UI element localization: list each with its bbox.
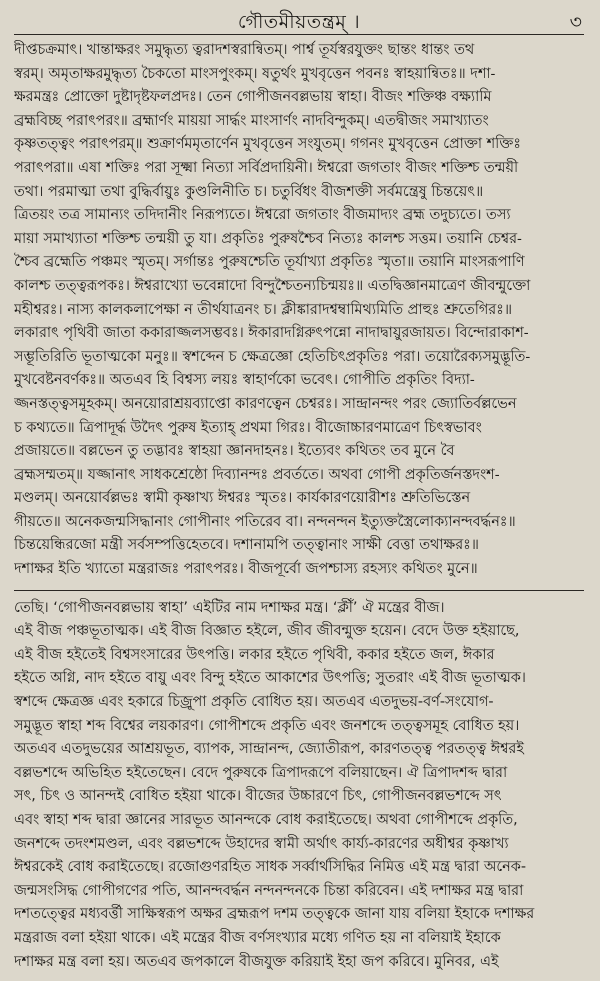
page-number: ৩ (569, 11, 582, 33)
bengali-text-line: অতএব এতদুভয়ের আশ্রয়ভূত, ব্যাপক, সান্দ্রানন্দ, জ্যোতীরূপ, কারণতত্ত্ব পরতত্ত্ব ঈশ্বরই (14, 741, 524, 758)
sanskrit-text-line: চ কথ্যতে॥ ত্রিপাদূর্দ্ধ উদৈৎ পুরুষ ইত্যাহ্ প্রথমা গিরঃ। বীজোচ্চারণমাত্রেণ চিৎস্বভাবং (14, 419, 482, 436)
sanskrit-text-line: দশাক্ষর ইতি খ্যাতো মন্ত্ররাজঃ পরাৎপরঃ। বীজপূর্বো জপশ্চাস্য রহস্যং কথিতং মুনে॥ (14, 561, 478, 578)
sanskrit-text-line: চিন্তয়েন্ধিরজো মন্ত্রী সর্বসম্পত্তিহেতবে। দশানামপি তত্ত্বানাং সাক্ষী বেত্তা তথাক্ষরঃ॥ (14, 537, 479, 554)
bengali-text-line: তেছি। ‘গোপীজনবল্লভায় স্বাহা’ এইটির নাম দশাক্ষর মন্ত্র। ‘ক্লীঁ’ ঐ মন্ত্রের বীজ। (14, 599, 445, 616)
sanskrit-text-line: কালশ্চ তত্ত্বরূপকঃ। ঈশ্বরাখ্যো ভবেন্নাদো বিন্দুশ্চৈতন্যচিন্ময়ঃ॥ এতদ্বিজ্ঞানমাত্রেণ জীবন্মুক্তো (14, 277, 531, 294)
bengali-text-line: জন্মসংসিদ্ধ গোপীগণের পতি, আনন্দবর্দ্ধন নন্দনন্দনকে চিন্তা করিবেন। এই দশাক্ষর মন্ত্র দ্বারা (14, 882, 524, 899)
sanskrit-text-line: ক্ষরমন্ত্রঃ প্রোক্তো দুষ্টাদৃষ্টফলপ্রদঃ। তেন গোপীজনবল্লভায় স্বাহা। বীজং শক্তিঞ্চ বক্ষ্যামি (14, 89, 492, 106)
sanskrit-text-line: জ্জনস্তত্ত্বসমূহকম্। অনয়োরাশ্রয়ব্যাপ্তো কারণত্বেন চেশ্বরঃ। সান্দ্রানন্দং পরং জ্যোতির্বল্লভেন (14, 395, 517, 412)
sanskrit-text-line: তথা। পরমাত্মা তথা বুদ্ধির্বায়ুঃ কুণ্ডলিনীতি চ। চতুর্বিধং বীজশক্তী সর্বমন্ত্রেষু চিন্তয়েৎ॥ (14, 183, 484, 200)
sanskrit-verse-block (14, 39, 584, 582)
bengali-text-line: দশতত্ত্বের মধ্যবর্ত্তী সাক্ষিস্বরূপ অক্ষর ব্রহ্মরূপ দশম তত্ত্বকে জানা যায় বলিয়া ইহাকে দশাক্ষর (14, 906, 535, 923)
bengali-text-line: মন্ত্ররাজ বলা হইয়া থাকে। এই মন্ত্রের বীজ বর্ণসংখ্যার মধ্যে গণিত হয় না বলিয়াই ইহাকে (14, 929, 501, 946)
bengali-text-line: জনশব্দে তদংশমণ্ডল, এবং বল্লভশব্দে উহাদের স্বামী অর্থাৎ কার্য্য-কারণের অধীশ্বর কৃষ্ণাখ্য (14, 835, 509, 852)
sanskrit-text-line: ব্রহ্মসম্মতম্॥ যজ্জানাৎ সাধকশ্রেষ্ঠো দিব্যানন্দঃ প্রবর্ততে। অথবা গোপী প্রকৃতির্জনস্তদংশ- (14, 466, 500, 483)
bengali-commentary-block (14, 597, 584, 975)
bengali-text-line: ঈশ্বরকেই বোধ করাইতেছে। রজোগুণরহিত সাধক সর্ব্বার্থসিদ্ধির নিমিত্ত এই মন্ত্র দ্বারা অনেক- (14, 859, 527, 876)
sanskrit-text-line: মহীশ্বরঃ। নাস্য কালকলাপেক্ষা ন তীর্থযাত্রনং চ। ক্লীঙ্কারাদশ্বম্বামিথ্যমিতি প্রাহুঃ শ্রুতেগিরঃ॥ (14, 301, 512, 318)
running-head-title: গৌতমীয়তন্ত্রম্ । (237, 11, 361, 33)
bengali-text-line: বল্লভশব্দে অভিহিত হইতেছেন। বেদে পুরুষকে ত্রিপাদরূপে বলিয়াছেন। ঐ ত্রিপাদশব্দ দ্বারা (14, 764, 508, 781)
bengali-text-line: স্বশব্দে ক্ষেত্রজ্ঞ এবং হকারে চিজ্রূপা প্রকৃতি বোধিত হয়। অতএব এতদুভয়-বর্ণ-সংযোগ- (14, 694, 494, 711)
sanskrit-text-line: মুখবেষ্টনবর্ণকঃ॥ অতএব হি বিশ্বস্য লয়ঃ স্বাহার্ণকো ভবেৎ। গোপীতি প্রকৃতিং বিদ্যা- (14, 372, 475, 389)
bengali-text-line: এই বীজ পঞ্চভূতাত্মক। এই বীজ বিজ্ঞাত হইলে, জীব জীবন্মুক্ত হয়েন। বেদে উক্ত হইয়াছে, (14, 623, 520, 640)
bengali-text-line: হইতে অগ্নি, নাদ হইতে বায়ু এবং বিন্দু হইতে আকাশের উৎপত্তি; সুতরাং এই বীজ ভূতাত্মক। (14, 670, 526, 687)
sanskrit-text-line: মায়া সমাখ্যাতা শক্তিশ্চ তন্ময়ী তু যা। প্রকৃতিঃ পুরুষশ্চৈব নিত্যঃ কালশ্চ সত্তম। তয়ানি চেশ্বর- (14, 230, 522, 247)
sanskrit-text-line: কৃষ্ণতত্ত্বং পরাৎপরম্॥ শুক্রার্ণমমৃতার্ণেন মুখবৃত্তেন সংযুতম্। গগনং মুখবৃত্তেন প্রোক্তা শক্তিঃ (14, 136, 521, 153)
sanskrit-text-line: ত্রিতয়ং তত্র সামান্যং তদিদানীং নিরূপ্যতে। ঈশ্বরো জগতাং বীজমাদ্যং ব্রহ্ম তদুচ্যতে। তস্য (14, 207, 511, 224)
bengali-text-line: সমুদ্ভূত স্বাহা শব্দ বিশ্বের লয়কারণ। গোপীশব্দে প্রকৃতি এবং জনশব্দে তত্ত্বসমূহ বোধিত হয়। (14, 717, 520, 734)
sanskrit-text-line: লকারাৎ পৃথিবী জাতা ককারাজ্জলসম্ভবঃ। ঈকারাদগ্নিরুৎপন্নো নাদাদ্বায়ুরজায়ত। বিন্দোরাকাশ- (14, 325, 529, 342)
bengali-text-line: দশাক্ষর মন্ত্র বলা হয়। অতএব জপকালে বীজযুক্ত করিয়াই ইহা জপ করিবে। মুনিবর, এই (14, 953, 499, 970)
sanskrit-text-line: স্বরম্। অমৃতাক্ষরমুদ্ধৃত্য চৈকতো মাংসপুংকম্। ষতুর্থং মুখবৃত্তেন পবনঃ স্বাহয়ান্বিতঃ॥ দশা- (14, 65, 496, 82)
sanskrit-text-line: দীপ্তচক্রমাৎ। খান্তাক্ষরং সমুদ্ধৃত্য ত্বরাদশস্বরান্বিতম্। পার্শ্ব তূর্যস্বরযুক্তং ছান্তং ধান্তং তথ (14, 42, 475, 58)
sanskrit-text-line: শ্চৈব ব্রহ্মেতি পঞ্চমং স্মৃতম্। সর্গান্তঃ পুরুষশ্চেতি তূর্যাখ্যা প্রকৃতিঃ স্মৃতা॥ তয়ানি মাংসরূপাণি (14, 254, 525, 271)
page-header (14, 6, 584, 35)
bengali-text-line: সৎ, চিৎ ও আনন্দই বোধিত হইয়া থাকে। বীজের উচ্চারণে চিৎ, গোপীজনবল্লভশব্দে সৎ (14, 788, 502, 805)
sanskrit-text-line: পরাৎপরা॥ এষা শক্তিঃ পরা সূক্ষ্মা নিত্যা সর্বিপ্রদায়িনী। ঈশ্বরো জগতাং বীজং শক্তিশ্চ তন্ময়ী (14, 159, 519, 176)
sanskrit-text-line: সম্ভূতিরিতি ভূতাত্মকো মনুঃ॥ স্বশব্দেন চ ক্ষেত্রজ্ঞো হেতিচিৎপ্রকৃতিঃ পরা। তয়োরৈক্যসমুদ্ভূতি- (14, 348, 531, 365)
section-divider (14, 590, 584, 591)
sanskrit-text-line: গীয়তে॥ অনেকজন্মসিদ্ধানাং গোপীনাং পতিরেব বা। নন্দনন্দন ইত্যুক্তস্ত্রৈলোক্যানন্দবর্দ্ধনঃ॥ (14, 513, 516, 530)
bengali-text-line: এবং স্বাহা শব্দ দ্বারা জ্ঞানের সারভূত আনন্দকে বোধ করাইতেছে। অথবা গোপীশব্দে প্রকৃতি, (14, 812, 518, 828)
sanskrit-text-line: ব্রহ্মবিচ্ছ পরাৎপরং॥ ব্রহ্মার্ণং মায়য়া সার্দ্ধং মাংসার্ণং নাদবিন্দুকম্। এতদ্বীজং সমাখ্যাতং (14, 112, 489, 129)
bengali-text-line: এই বীজ হইতেই বিশ্বসংসারের উৎপত্তি। লকার হইতে পৃথিবী, ককার হইতে জল, ঈকার (14, 646, 495, 663)
sanskrit-text-line: মণ্ডলম্। অনয়োর্বল্লভঃ স্বামী কৃষ্ণাখ্য ঈশ্বরঃ স্মৃতঃ। কার্যকারণয়োরীশঃ শ্রুতিভিস্তেন (14, 490, 471, 507)
sanskrit-text-line: প্রজায়তে॥ বল্লভেন তু তদ্ভাবঃ স্বাহয়া জ্ঞানদাহনঃ। ইত্যেবং কথিতং তব মুনে বৈ (14, 443, 455, 460)
